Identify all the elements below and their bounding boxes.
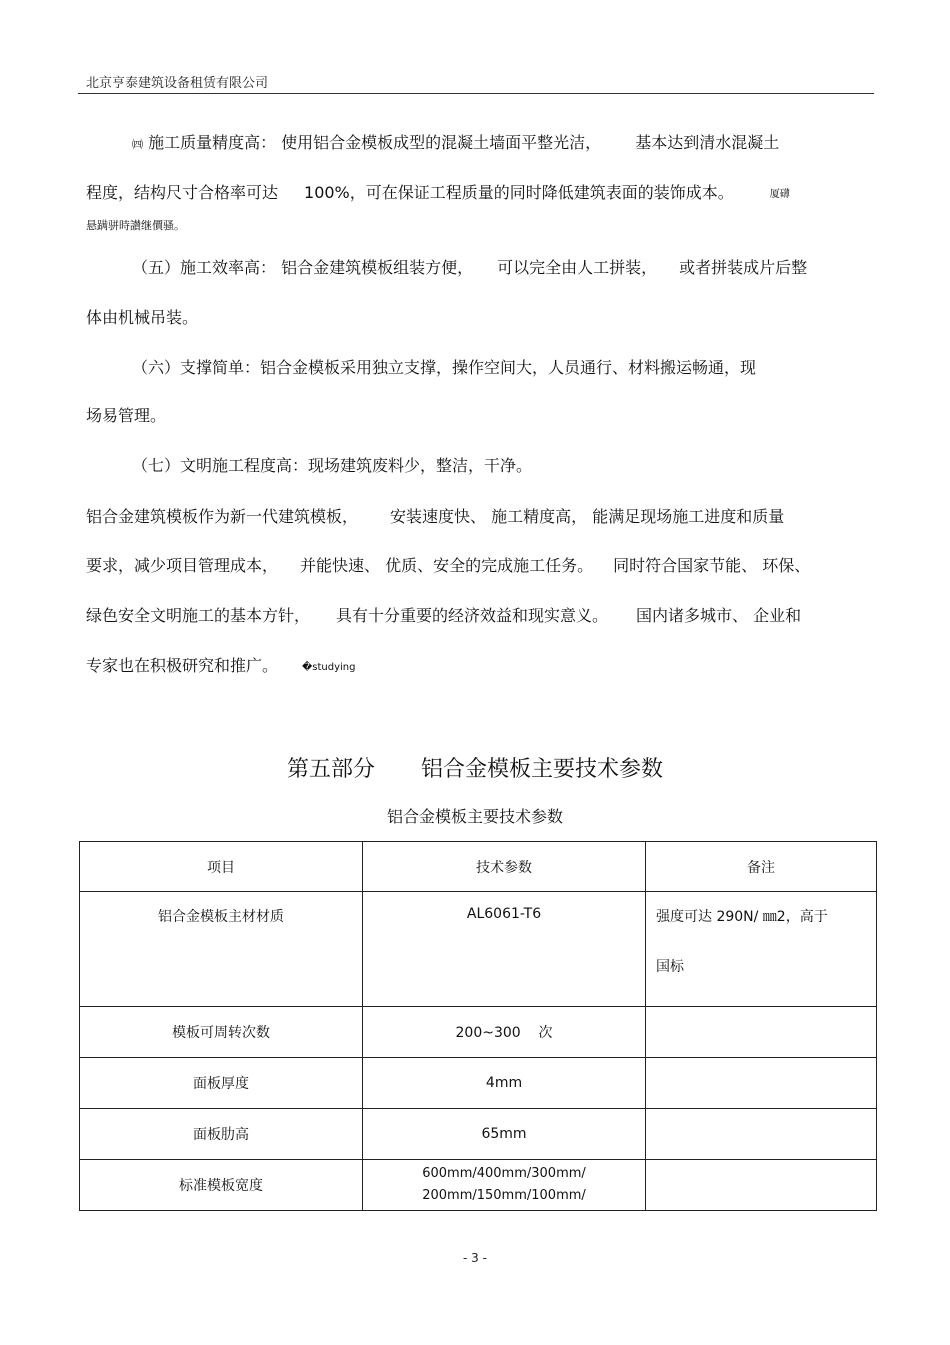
header-item: 项目 bbox=[80, 842, 363, 892]
cell-remark bbox=[646, 1109, 877, 1160]
summary-line-4: 专家也在积极研究和推广。 �studying bbox=[86, 656, 356, 675]
paragraph-4-label: ㈣ bbox=[132, 138, 143, 151]
table-caption: 铝合金模板主要技术参数 bbox=[386, 807, 563, 826]
cell-remark bbox=[646, 1007, 877, 1058]
cell-param: 600mm/400mm/300mm/ 200mm/150mm/100mm/ bbox=[363, 1160, 646, 1211]
paragraph-4-line-2: 程度，结构尺寸合格率可达 100%，可在保证工程质量的同时降低建筑表面的装饰成本。 厦礴 bbox=[86, 183, 790, 202]
header-remark: 备注 bbox=[646, 842, 877, 892]
paragraph-5-line-1: （五）施工效率高： 铝合金建筑模板组装方便， 可以完全由人工拼装， 或者拼装成片后整 bbox=[132, 258, 808, 277]
header-param: 技术参数 bbox=[363, 842, 646, 892]
cell-remark bbox=[646, 1160, 877, 1211]
garbled-mark: 厦礴 bbox=[769, 189, 790, 200]
summary-line-1: 铝合金建筑模板作为新一代建筑模板， 安装速度快、 施工精度高， 能满足现场施工进度和质量 bbox=[86, 507, 785, 526]
cell-remark bbox=[646, 1058, 877, 1109]
cell-param: 65mm bbox=[363, 1109, 646, 1160]
cell-item: 面板厚度 bbox=[80, 1058, 363, 1109]
garbled-mark: �studying bbox=[302, 662, 356, 673]
page-number: - 3 - bbox=[463, 1251, 487, 1265]
paragraph-4-line-1: ㈣ 施工质量精度高： 使用铝合金模板成型的混凝土墙面平整光洁， 基本达到清水混凝土 bbox=[132, 133, 780, 152]
table-row bbox=[80, 892, 877, 1007]
tech-params-table bbox=[79, 841, 877, 1211]
table-row bbox=[80, 1007, 877, 1058]
summary-line-2: 要求，减少项目管理成本， 并能快速、 优质、安全的完成施工任务。 同时符合国家节能、 环保、 bbox=[86, 556, 811, 575]
table-header-row bbox=[80, 842, 877, 892]
header-divider bbox=[78, 93, 874, 94]
cell-param: AL6061-T6 bbox=[363, 892, 646, 1007]
cell-param: 200~300 次 bbox=[363, 1007, 646, 1058]
cell-item: 标准模板宽度 bbox=[80, 1160, 363, 1211]
paragraph-5-line-2: 体由机械吊装。 bbox=[86, 308, 199, 327]
paragraph-6-line-1: （六）支撑简单：铝合金模板采用独立支撑，操作空间大，人员通行、材料搬运畅通，现 bbox=[132, 358, 757, 377]
summary-line-3: 绿色安全文明施工的基本方针， 具有十分重要的经济效益和现实意义。 国内诸多城市、 企业和 bbox=[86, 606, 802, 625]
cell-item: 面板肋高 bbox=[80, 1109, 363, 1160]
table-row bbox=[80, 1160, 877, 1211]
table-row bbox=[80, 1058, 877, 1109]
section-title: 第五部分 铝合金模板主要技术参数 bbox=[286, 757, 664, 782]
cell-param: 4mm bbox=[363, 1058, 646, 1109]
cell-remark: 强度可达 290N/ ㎜2，高于 国标 bbox=[646, 892, 877, 1007]
paragraph-4-line-3: 悬蹒骈時讃继價骚。 bbox=[86, 219, 185, 232]
paragraph-6-line-2: 场易管理。 bbox=[86, 406, 167, 425]
table-row bbox=[80, 1109, 877, 1160]
page-header-company: 北京亨泰建筑设备租赁有限公司 bbox=[86, 76, 269, 91]
paragraph-7-line-1: （七）文明施工程度高：现场建筑废料少，整洁，干净。 bbox=[132, 456, 533, 475]
cell-item: 铝合金模板主材材质 bbox=[80, 892, 363, 1007]
cell-item: 模板可周转次数 bbox=[80, 1007, 363, 1058]
